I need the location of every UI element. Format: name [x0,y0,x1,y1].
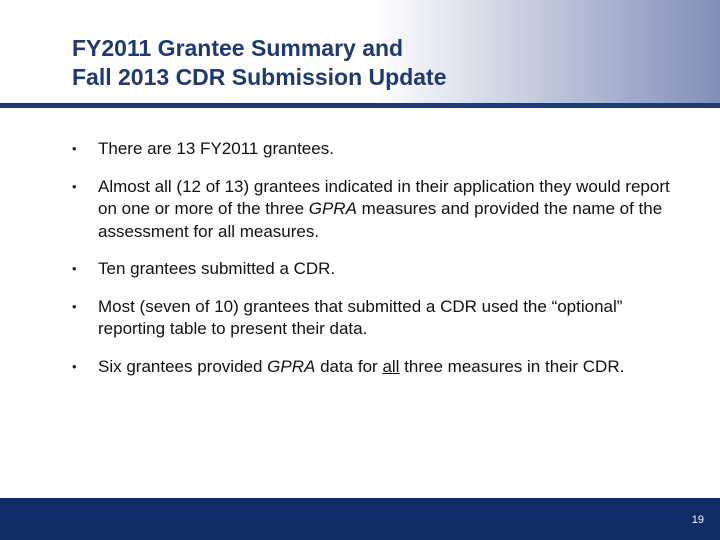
bullet-text: Most (seven of 10) grantees that submitted a CDR used the “optional” reporting table to present their data. [98,296,623,338]
bullet-dot-icon: • [72,141,77,156]
page-number: 19 [691,514,704,526]
slide-title [72,34,632,92]
bullet-text: Six grantees provided GPRA data for all three measures in their CDR. [98,356,625,376]
slide-header [0,0,720,103]
bullet-item [72,296,672,341]
bullet-dot-icon: • [72,358,77,374]
bullet-item [72,258,672,281]
bullet-item [72,138,672,161]
bullet-item [72,176,672,244]
bullet-text: Ten grantees submitted a CDR. [98,259,336,278]
bullet-text: There are 13 FY2011 grantees. [98,139,334,158]
bullet-text: Almost all (12 of 13) grantees indicated in their application they would report on one or more of the three GPRA measures and provided the name of the assessment for all measures. [98,176,670,241]
slide-footer [0,498,720,540]
title-line-1: FY2011 Grantee Summary and [72,35,404,61]
bullet-dot-icon: • [72,298,77,314]
header-divider [0,103,720,108]
title-line-2: Fall 2013 CDR Submission Update [72,64,447,90]
bullet-dot-icon: • [72,178,77,194]
bullet-list [72,138,672,393]
bullet-dot-icon: • [72,261,77,276]
bullet-item [72,356,672,379]
